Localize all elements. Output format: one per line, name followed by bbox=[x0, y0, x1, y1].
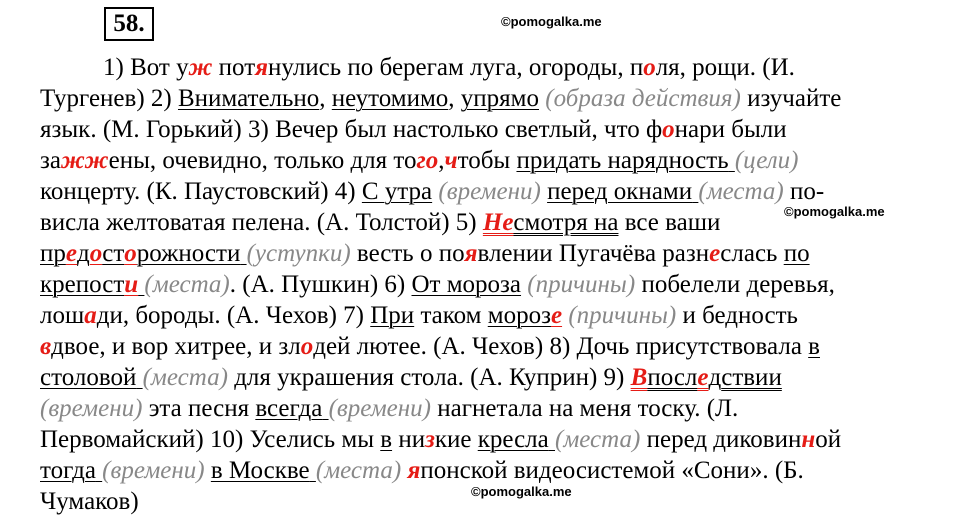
text-line bbox=[40, 486, 920, 517]
text-run: и бедность bbox=[676, 302, 798, 329]
highlighted-letter: е bbox=[709, 240, 721, 267]
underlined-phrase: д bbox=[708, 364, 722, 391]
text-run: . (А. Пушкин) 6) bbox=[229, 271, 412, 298]
highlighted-letter: о bbox=[124, 240, 137, 267]
gray-annotation: (уступки) bbox=[246, 240, 351, 267]
text-run: язык. (М. Горький) 3) Вечер был настолько светлый, что ф bbox=[40, 116, 663, 143]
text-run: ой bbox=[815, 426, 842, 453]
gray-annotation: (образа действия) bbox=[545, 85, 741, 112]
underlined-phrase: в bbox=[380, 426, 393, 453]
gray-annotation: (места) bbox=[142, 364, 228, 391]
text-run: Первомайский) 10) Уселись мы bbox=[40, 426, 381, 453]
text-line bbox=[40, 52, 920, 83]
highlighted-letter: о bbox=[662, 116, 675, 143]
underlined-phrase: мороз bbox=[487, 302, 551, 329]
text-line bbox=[40, 176, 920, 207]
watermark-top: ©pomogalka.me bbox=[501, 14, 602, 29]
underlined-phrase: перед окнами bbox=[547, 178, 693, 205]
text-run: кие bbox=[434, 426, 478, 453]
gray-annotation: (причины) bbox=[527, 271, 636, 298]
underlined-phrase: д bbox=[77, 240, 90, 267]
gray-annotation: (места) bbox=[315, 457, 402, 484]
highlighted-letter: о bbox=[300, 333, 314, 360]
highlighted-letter: е bbox=[550, 302, 563, 329]
underlined-phrase: рожности bbox=[136, 240, 241, 267]
highlighted-letter: а bbox=[84, 302, 97, 329]
underlined-phrase: неутомимо bbox=[331, 85, 449, 112]
text-line bbox=[40, 393, 920, 424]
underlined-phrase: С утра bbox=[361, 178, 433, 205]
highlighted-letter: в bbox=[40, 333, 52, 360]
text-line bbox=[40, 207, 920, 238]
underlined-phrase: в Москве bbox=[210, 457, 310, 484]
gray-annotation: (цели) bbox=[734, 147, 799, 174]
gray-annotation: (причины) bbox=[568, 302, 677, 329]
underlined-phrase: посл bbox=[647, 364, 698, 391]
text-run: влении Пугачёва разн bbox=[477, 240, 710, 267]
text-run: нулись по берегам луга, огороды, п bbox=[268, 54, 644, 81]
underlined-phrase: ствии bbox=[721, 364, 782, 391]
highlighted-letter: е bbox=[65, 240, 77, 267]
underlined-phrase: придать нарядность bbox=[516, 147, 729, 174]
exercise-number: 58. bbox=[104, 7, 154, 41]
text-line bbox=[40, 362, 920, 393]
text-line bbox=[40, 300, 920, 331]
underlined-phrase: При bbox=[370, 302, 415, 329]
text-line bbox=[40, 455, 920, 486]
highlighted-letter: о bbox=[89, 240, 103, 267]
text-line bbox=[40, 83, 920, 114]
highlighted-letter: я bbox=[255, 54, 269, 81]
text-run: тобы bbox=[457, 147, 517, 174]
gray-annotation: (времени) bbox=[438, 178, 541, 205]
underlined-phrase: смотря на bbox=[513, 209, 619, 236]
highlighted-letter: го bbox=[416, 147, 439, 174]
highlighted-letter: я bbox=[464, 240, 478, 267]
text-run: понской видеосистемой «Сони». (Б. bbox=[420, 457, 804, 484]
text-line bbox=[40, 331, 920, 362]
text-run: ля, рощи. (И. bbox=[655, 54, 795, 81]
highlighted-letter: и bbox=[124, 271, 139, 298]
highlighted-letter: В bbox=[630, 364, 648, 391]
text-line bbox=[40, 424, 920, 455]
text-run: ни bbox=[392, 426, 426, 453]
watermark-mid: ©pomogalka.me bbox=[784, 204, 885, 219]
underlined-phrase: столовой bbox=[40, 364, 137, 391]
gray-annotation: (места) bbox=[144, 271, 230, 298]
underlined-phrase: крепост bbox=[40, 271, 125, 298]
underlined-phrase: всегда bbox=[255, 395, 323, 422]
underlined-phrase: Внимательно bbox=[177, 85, 320, 112]
highlighted-letter: жж bbox=[60, 147, 109, 174]
text-run: дей лютее. (А. Чехов) 8) Дочь присутствовала bbox=[313, 333, 809, 360]
text-run: изучайте bbox=[740, 85, 842, 112]
watermark-bottom: ©pomogalka.me bbox=[471, 484, 572, 499]
text-line bbox=[40, 238, 920, 269]
gray-annotation: (времени) bbox=[40, 395, 143, 422]
highlighted-letter: я bbox=[407, 457, 421, 484]
highlighted-letter: ж bbox=[188, 54, 213, 81]
underlined-phrase: по bbox=[783, 240, 810, 267]
text-line bbox=[40, 145, 920, 176]
text-run: эта песня bbox=[142, 395, 256, 422]
text-run: Чумаков) bbox=[40, 488, 139, 515]
text-run: висла желтоватая пелена. (А. Толстой) 5) bbox=[40, 209, 483, 236]
text-run: таком bbox=[414, 302, 488, 329]
text-run: пот bbox=[212, 54, 256, 81]
text-run: , bbox=[438, 147, 445, 174]
underlined-phrase: кресла bbox=[477, 426, 549, 453]
text-run: нагнетала на меня тоску. (Л. bbox=[431, 395, 739, 422]
text-run: для украшения стола. (А. Куприн) 9) bbox=[227, 364, 631, 391]
underlined-phrase: пр bbox=[40, 240, 66, 267]
highlighted-letter: з bbox=[425, 426, 435, 453]
gray-annotation: (места) bbox=[698, 178, 784, 205]
gray-annotation: (места) bbox=[555, 426, 641, 453]
underlined-phrase: упрямо bbox=[460, 85, 539, 112]
text-run: за bbox=[40, 147, 61, 174]
highlighted-letter: н bbox=[801, 426, 816, 453]
text-run: , bbox=[319, 85, 332, 112]
text-run: нари были bbox=[674, 116, 787, 143]
text-run: по- bbox=[783, 178, 825, 205]
gray-annotation: (времени) bbox=[102, 457, 205, 484]
text-run: перед диковин bbox=[640, 426, 802, 453]
underlined-phrase: ст bbox=[102, 240, 125, 267]
highlighted-letter: е bbox=[697, 364, 709, 391]
text-line bbox=[40, 114, 920, 145]
text-run: концерту. (К. Паустовский) 4) bbox=[40, 178, 362, 205]
text-run: весть о по bbox=[350, 240, 465, 267]
underlined-phrase: От мороза bbox=[411, 271, 522, 298]
underlined-phrase: в bbox=[808, 333, 820, 360]
text-run: двое, и вор хитрее, и зл bbox=[51, 333, 301, 360]
highlighted-letter: Не bbox=[482, 209, 514, 236]
text-run: ди, бороды. (А. Чехов) 7) bbox=[96, 302, 371, 329]
text-run: ены, очевидно, только для то bbox=[108, 147, 417, 174]
highlighted-letter: о bbox=[643, 54, 656, 81]
text-run: Тургенев) 2) bbox=[40, 85, 178, 112]
gray-annotation: (времени) bbox=[328, 395, 431, 422]
highlighted-letter: ч bbox=[444, 147, 458, 174]
text-run: все ваши bbox=[618, 209, 721, 236]
text-run: 1) Вот у bbox=[103, 54, 189, 81]
text-line bbox=[40, 269, 920, 300]
text-run: лош bbox=[40, 302, 85, 329]
exercise-text bbox=[40, 52, 920, 517]
underlined-phrase: тогда bbox=[40, 457, 96, 484]
text-run: побелели деревья, bbox=[635, 271, 835, 298]
text-run: слась bbox=[720, 240, 784, 267]
text-run: , bbox=[448, 85, 461, 112]
